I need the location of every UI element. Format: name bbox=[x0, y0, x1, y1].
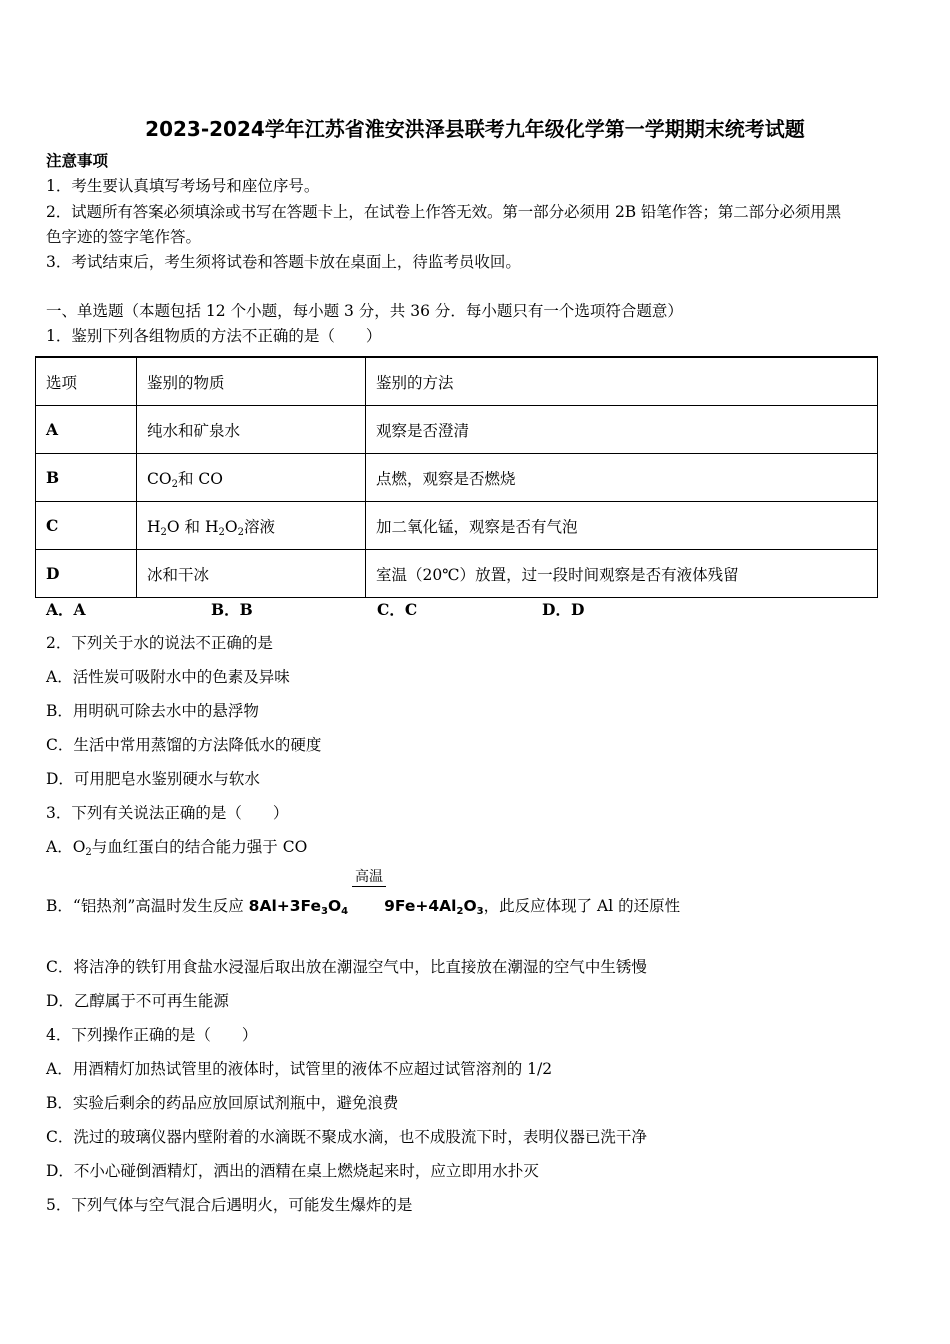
question-4-option: A．用酒精灯加热试管里的液体时，试管里的液体不应超过试管溶剂的 1/2 bbox=[46, 1060, 553, 1078]
row-option: D bbox=[36, 550, 137, 598]
row-substance: 冰和干冰 bbox=[137, 550, 366, 598]
identification-table bbox=[35, 356, 878, 598]
notice-item: 色字迹的签字笔作答。 bbox=[46, 228, 202, 246]
question-4-option: B．实验后剩余的药品应放回原试剂瓶中，避免浪费 bbox=[46, 1094, 399, 1112]
question-2-option: C．生活中常用蒸馏的方法降低水的硬度 bbox=[46, 736, 322, 754]
question-3-option-c: C．将洁净的铁钉用食盐水浸湿后取出放在潮湿空气中，比直接放在潮湿的空气中生锈慢 bbox=[46, 958, 647, 976]
question-3-option-b: B．“铝热剂”高温时发生反应 $8Al+3Fe_3O_4$ $9Fe+4Al_2O_3$，此反应体现了 Al 的还原性 bbox=[46, 897, 681, 917]
row-method: 观察是否澄清 bbox=[366, 406, 878, 454]
question-2-option: B．用明矾可除去水中的悬浮物 bbox=[46, 702, 259, 720]
row-method: 点燃，观察是否燃烧 bbox=[366, 454, 878, 502]
question-2-stem: 2．下列关于水的说法不正确的是 bbox=[46, 634, 273, 652]
question-4-stem: 4．下列操作正确的是（ ） bbox=[46, 1026, 258, 1044]
question-5-stem: 5．下列气体与空气混合后遇明火，可能发生爆炸的是 bbox=[46, 1196, 413, 1214]
row-substance: $H_2O$ 和 $H_2O_2$溶液 bbox=[137, 502, 366, 550]
question-2-option: D．可用肥皂水鉴别硬水与软水 bbox=[46, 770, 260, 788]
row-option: C bbox=[36, 502, 137, 550]
notice-item: 2．试题所有答案必须填涂或书写在答题卡上，在试卷上作答无效。第一部分必须用 2B 铅笔作答；第二部分必须用黑 bbox=[46, 203, 842, 221]
row-option: B bbox=[36, 454, 137, 502]
question-1-option-d: D．D bbox=[542, 600, 585, 619]
table-header-row bbox=[36, 357, 878, 406]
table-row bbox=[36, 406, 878, 454]
question-1-stem: 1．鉴别下列各组物质的方法不正确的是（ ） bbox=[46, 327, 382, 345]
exam-title: 2023-2024学年江苏省淮安洪泽县联考九年级化学第一学期期末统考试题 bbox=[145, 117, 805, 141]
reaction-condition: 高温 bbox=[352, 868, 386, 887]
table-header-cell: 选项 bbox=[36, 357, 137, 406]
table-header-cell: 鉴别的物质 bbox=[137, 357, 366, 406]
row-option: A bbox=[36, 406, 137, 454]
row-method: 加二氧化锰，观察是否有气泡 bbox=[366, 502, 878, 550]
question-4-option: D．不小心碰倒酒精灯，洒出的酒精在桌上燃烧起来时，应立即用水扑灭 bbox=[46, 1162, 539, 1180]
table-row bbox=[36, 550, 878, 598]
question-2-option: A．活性炭可吸附水中的色素及异味 bbox=[46, 668, 290, 686]
question-3-option-d: D．乙醇属于不可再生能源 bbox=[46, 992, 229, 1010]
notice-item: 3．考试结束后，考生须将试卷和答题卡放在桌面上，待监考员收回。 bbox=[46, 253, 521, 271]
table-header-cell: 鉴别的方法 bbox=[366, 357, 878, 406]
row-substance: 纯水和矿泉水 bbox=[137, 406, 366, 454]
row-method: 室温（20℃）放置，过一段时间观察是否有液体残留 bbox=[366, 550, 878, 598]
notice-item: 1．考生要认真填写考场号和座位序号。 bbox=[46, 177, 320, 195]
question-3-option-a: A．$O_2$与血红蛋白的结合能力强于 CO bbox=[46, 838, 308, 858]
notice-heading: 注意事项 bbox=[46, 151, 109, 170]
table-row bbox=[36, 454, 878, 502]
row-substance: $CO_2$和 CO bbox=[137, 454, 366, 502]
question-4-option: C．洗过的玻璃仪器内壁附着的水滴既不聚成水滴，也不成股流下时，表明仪器已洗干净 bbox=[46, 1128, 647, 1146]
section-heading: 一、单选题（本题包括 12 个小题，每小题 3 分，共 36 分．每小题只有一个选项符合题意） bbox=[46, 302, 683, 320]
question-1-option-a: A．A bbox=[46, 600, 86, 619]
question-3-stem: 3．下列有关说法正确的是（ ） bbox=[46, 804, 289, 822]
table-row bbox=[36, 502, 878, 550]
question-1-option-c: C．C bbox=[377, 600, 418, 619]
question-1-option-b: B．B bbox=[211, 600, 253, 619]
